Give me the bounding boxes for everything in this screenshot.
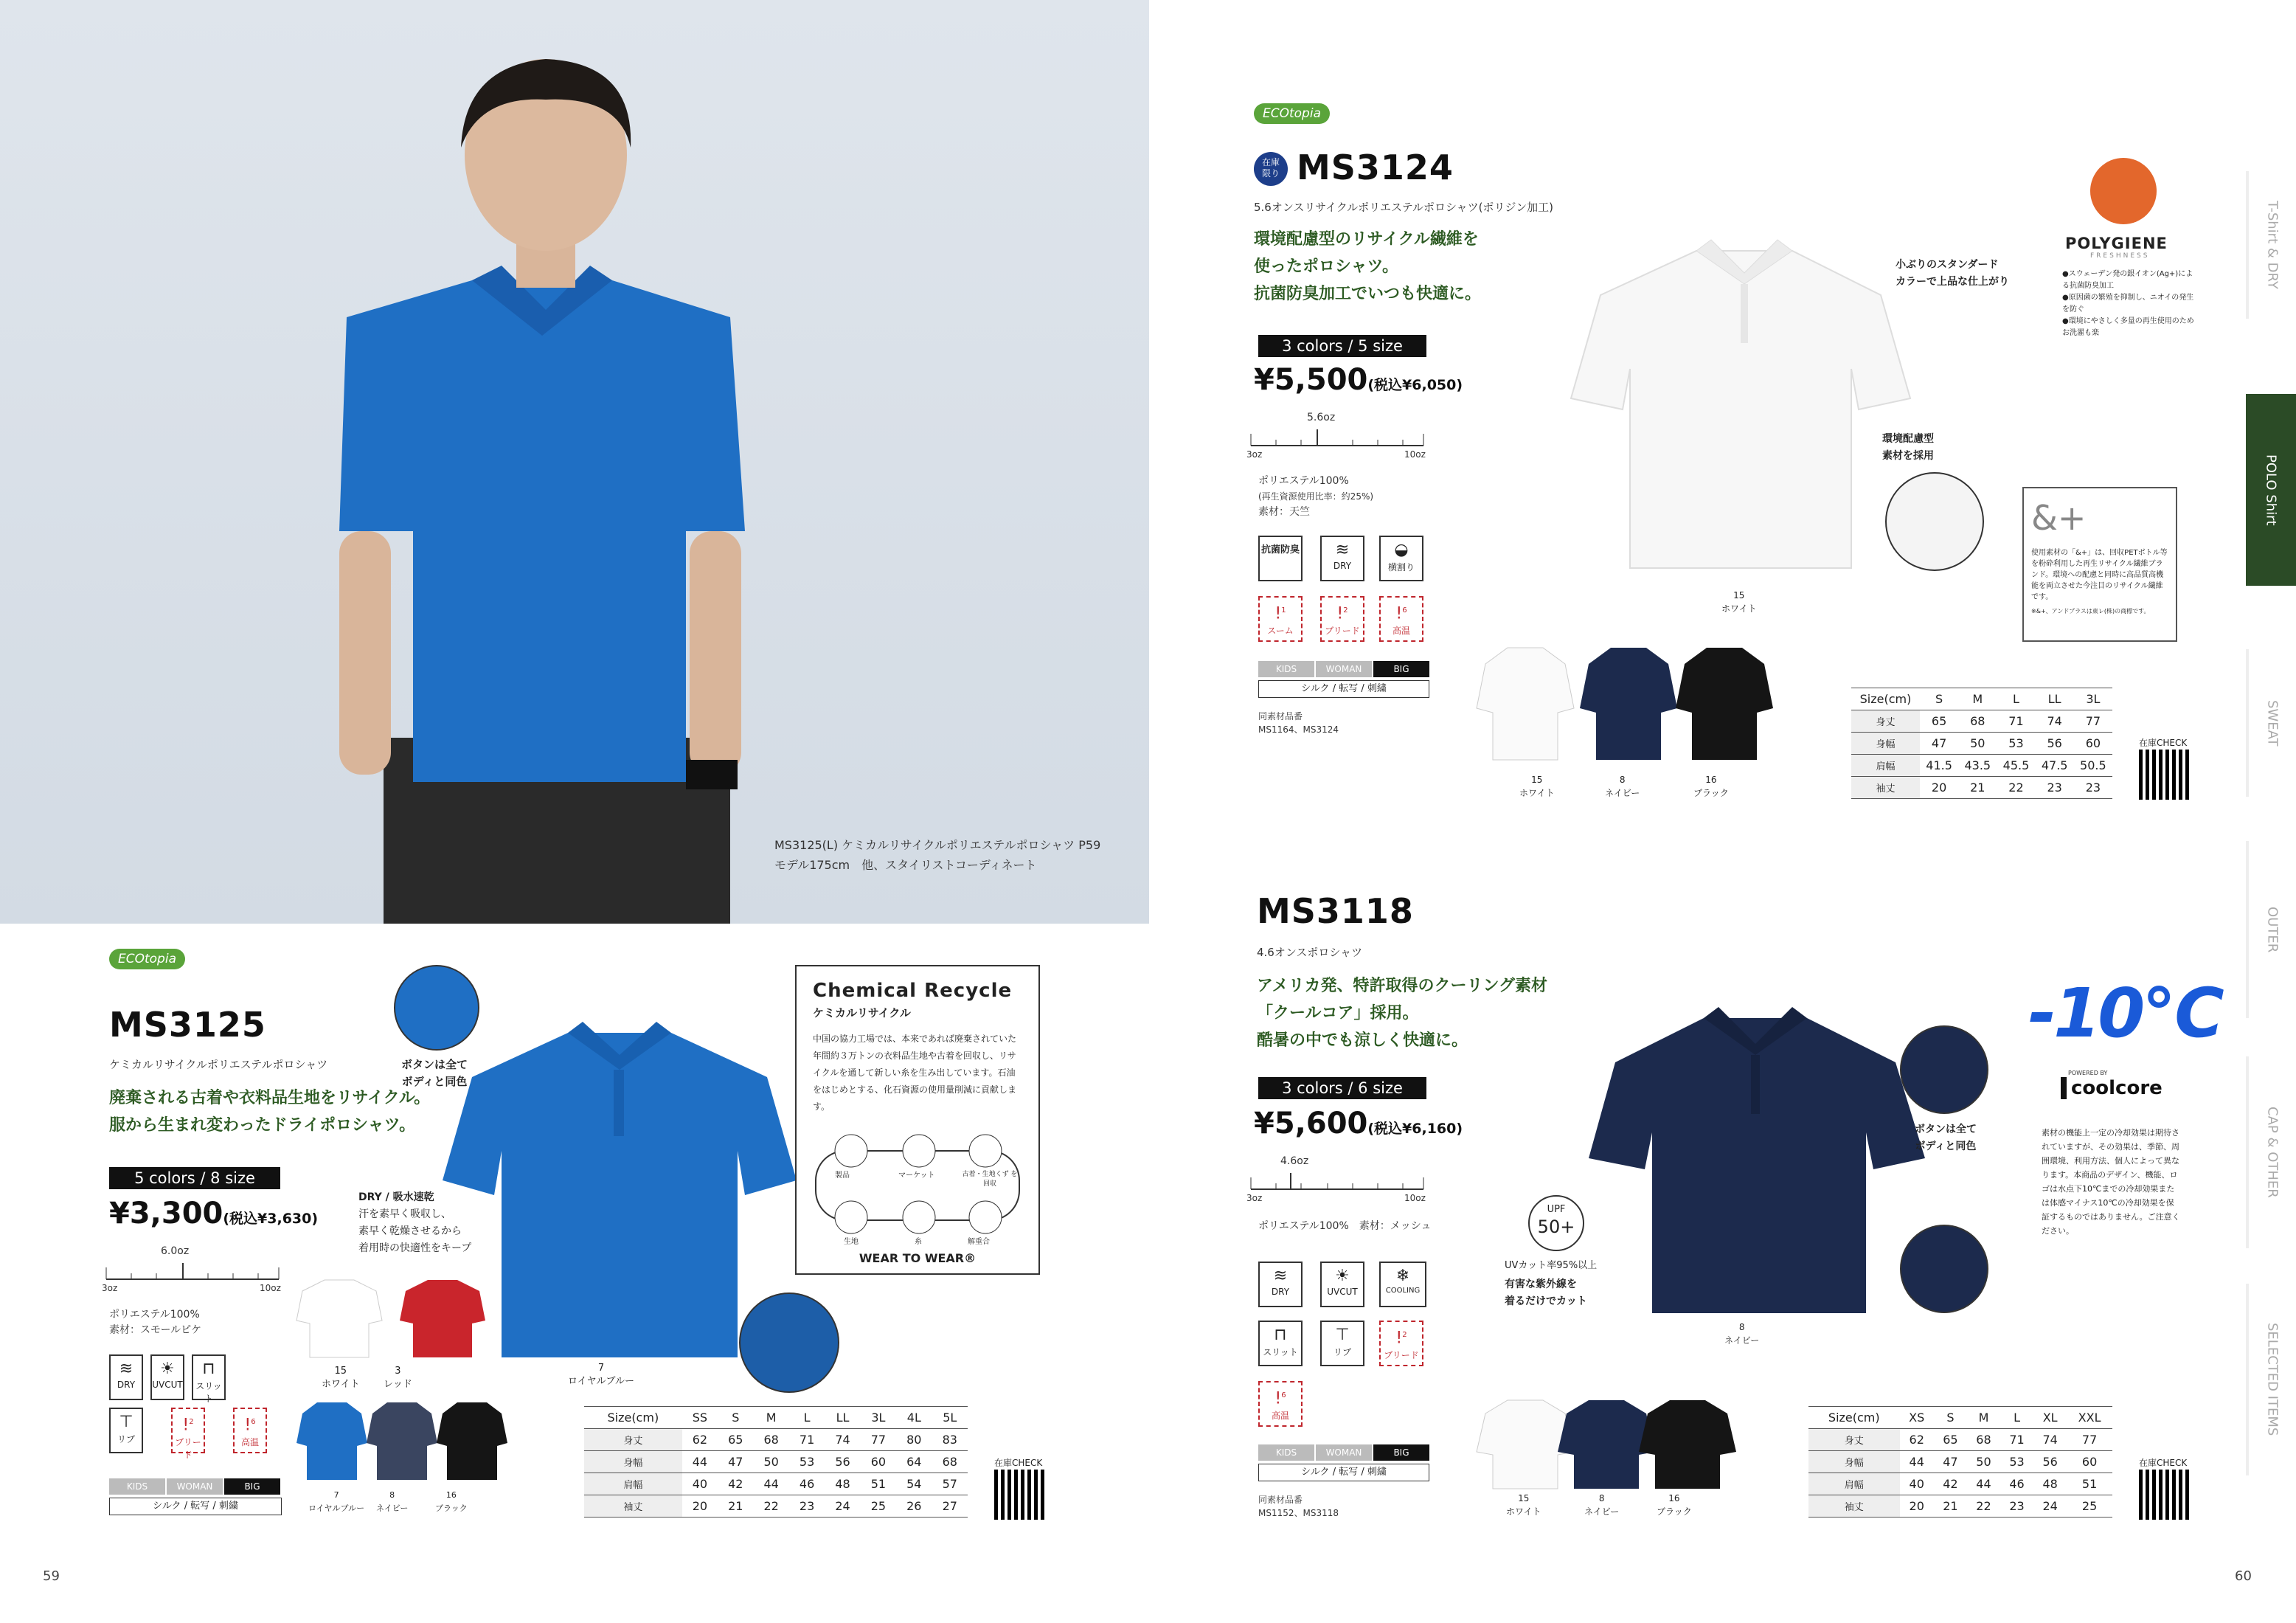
ms3118-main-shirt	[1578, 989, 1932, 1321]
ms3124-callout-collar: 小ぶりのスタンダード カラーで上品な仕上がり	[1896, 259, 2009, 288]
table-row: Size(cm) XS S M L XL XXL	[1808, 1407, 2112, 1429]
ms3124-material: ポリエステル100% (再生資源使用比率：約25%) 素材：天竺	[1258, 475, 1374, 518]
label-detail-photo	[739, 1292, 839, 1393]
chem-footer: WEAR TO WEAR®	[859, 1251, 977, 1265]
polygiene-brand: POLYGIENE	[2065, 235, 2168, 252]
polygiene-tag-detail-photo	[1885, 472, 1984, 571]
table-row: 袖丈 20 21 22 23 24 25	[1808, 1495, 2112, 1518]
polygiene-points: ●スウェーデン発の銀イオン(Ag+)による抗菌防臭加工 ●原因菌の繁殖を抑制し、ニオイの発生を防ぐ ●環境にやさしく多量の再生使用のためお洗濯も楽	[2062, 270, 2194, 337]
ms3118-material: ポリエステル100% 素材：メッシュ	[1258, 1220, 1432, 1232]
ms3118-qr-code[interactable]	[2139, 1470, 2189, 1520]
tab-tshirt-dry[interactable]: T-Shirt & DRY	[2246, 171, 2296, 319]
table-row: 身丈 65 68 71 74 77	[1851, 710, 2112, 733]
minus-10-logo: -10℃	[2028, 974, 2222, 1053]
ms3124-swatches	[1475, 642, 1785, 767]
swatch-label: 15 ホワイト	[1519, 775, 1555, 798]
coolcore-powered-by: POWERED BY	[2068, 1070, 2108, 1076]
tab-sweat[interactable]: SWEAT	[2246, 649, 2296, 797]
ms3118-icons	[1258, 1262, 1435, 1439]
ms3124-tags: KIDS WOMAN BIG	[1258, 661, 1431, 677]
dry-icon: ≋ DRY	[1320, 536, 1364, 581]
table-row: 袖丈 20 21 22 23 23	[1851, 777, 2112, 799]
tab-polo-shirt[interactable]: POLO Shirt	[2246, 394, 2296, 586]
table-row: 肩幅 41.5 43.5 45.5 47.5 50.5	[1851, 755, 2112, 777]
andplus-box: &+ 使用素材の「&+」は、回収PETボトル等を粉砕利用した再生リサイクル繊維ブランド。環境への配慮と同時に高品質高機能を両立させた今注目のリサイクル繊維です。 ※&+、アンドプラスは東レ(株)の商標です。	[2022, 487, 2177, 642]
rib-icon: ⊤ リブ	[1320, 1321, 1364, 1366]
ms3118-price: ¥5,600(税込¥6,160)	[1254, 1107, 1463, 1141]
ms3125-icons	[109, 1354, 279, 1465]
ms3118-callout-uv: 有害な紫外線を 着るだけでカット	[1505, 1278, 1587, 1307]
slit-icon: ⊓ スリット	[1258, 1321, 1303, 1366]
ms3124-qr-code[interactable]	[2139, 750, 2189, 800]
swatch-label: 3 レッド	[384, 1366, 412, 1390]
ms3125-name: ケミカルリサイクルポリエステルポロシャツ	[109, 1058, 328, 1071]
table-row: 身幅 47 50 53 56 60	[1851, 733, 2112, 755]
ms3124-qr-label: 在庫CHECK	[2139, 738, 2188, 748]
ms3125-eco-label: ECOtopia	[109, 952, 185, 966]
ms3124-size-table	[1851, 688, 2112, 799]
ms3125-qr-label: 在庫CHECK	[994, 1458, 1043, 1468]
ms3118-colors-sizes: 3 colors / 6 size	[1258, 1077, 1426, 1099]
button-detail-photo	[394, 965, 479, 1051]
ms3118-callout-button: ボタンは全て ボディと同色	[1915, 1124, 1977, 1152]
ms3124-print-method: シルク / 転写 / 刺繍	[1258, 680, 1429, 698]
chem-title: Chemical Recycle	[813, 980, 1013, 1002]
page-number-right: 60	[2235, 1568, 2252, 1584]
ms3118-print-method: シルク / 転写 / 刺繍	[1258, 1464, 1429, 1481]
swatch-label: 15 ホワイト	[1506, 1493, 1541, 1517]
tab-selected-items[interactable]: SELECTED ITEMS	[2246, 1284, 2296, 1475]
ms3118-catch: アメリカ発、特許取得のクーリング素材 「クールコア」採用。 酷暑の中でも涼しく快適に。	[1257, 977, 1548, 1050]
seam-warning-icon: !$^1$ スーム	[1258, 596, 1303, 642]
ms3125-swatch-row-1	[295, 1276, 502, 1365]
ms3125-weight-scale: 6.0oz 3oz 10oz	[102, 1245, 281, 1293]
ms3124-callout-env: 環境配慮型 素材を採用	[1882, 433, 1934, 462]
uvcut-icon: ☀ UVCUT	[150, 1354, 184, 1400]
ms3118-size-table	[1808, 1406, 2112, 1518]
ms3124-stock-badge: 在庫 限り	[1254, 152, 1288, 186]
table-row: 身丈 62 65 68 71 74 77	[1808, 1429, 2112, 1451]
model-photo	[0, 0, 1149, 924]
tab-cap-other[interactable]: CAP & OTHER	[2246, 1056, 2296, 1248]
swatch-label: 8 ネイビー	[376, 1490, 409, 1513]
ms3125-size-table	[584, 1406, 968, 1518]
swatch-label: 16 ブラック	[435, 1490, 468, 1513]
chem-subtitle: ケミカルリサイクル	[813, 1006, 911, 1020]
side-seam-icon: ◒ 横割り	[1379, 536, 1423, 581]
ms3118-main-color-label: 8 ネイビー	[1724, 1322, 1760, 1346]
table-row: 身幅 44 47 50 53 56 60	[1808, 1451, 2112, 1473]
ms3124-code: MS3124	[1297, 148, 1454, 187]
button-detail-photo	[1900, 1025, 1988, 1114]
swatch-label: 16 ブラック	[1657, 1493, 1692, 1517]
ms3124-name: 5.6オンスリサイクルポリエステルポロシャツ(ポリジン加工)	[1254, 201, 1553, 214]
swatch-label: 16 ブラック	[1693, 775, 1729, 798]
ms3124-same-material: 同素材品番 MS1164、MS3124	[1258, 711, 1339, 735]
high-temp-warning-icon: !$^6$ 高温	[1379, 596, 1423, 642]
table-row: 身幅 44 47 50 53 56 60 64 68	[584, 1451, 968, 1473]
ms3125-main-color-label: 7 ロイヤルブルー	[568, 1363, 634, 1387]
ms3124-colors-sizes: 3 colors / 5 size	[1258, 335, 1426, 357]
weight-label: 6.0oz	[161, 1245, 190, 1257]
tab-outer[interactable]: OUTER	[2246, 841, 2296, 1018]
page-number-left: 59	[43, 1568, 60, 1584]
ms3125-swatch-row-2	[295, 1399, 509, 1487]
ms3124-eco-label: ECOtopia	[1254, 106, 1330, 121]
ms3125-callout-button: ボタンは全て ボディと同色	[401, 1058, 468, 1088]
swatch-label: 8 ネイビー	[1605, 775, 1640, 798]
polygiene-tag: FRESHNESS	[2090, 252, 2150, 260]
ms3124-catch: 環境配慮型のリサイクル繊維を 使ったポロシャツ。 抗菌防臭加工でいつも快適に。	[1254, 230, 1482, 303]
ms3125-qr-code[interactable]	[994, 1470, 1044, 1520]
high-temp-warning-icon: !$^6$ 高温	[1258, 1381, 1303, 1427]
ms3125-material: ポリエステル100% 素材：スモールピケ	[109, 1309, 202, 1336]
ms3125-tags: KIDS WOMAN BIG	[109, 1478, 282, 1495]
coolcore-label-detail-photo	[1900, 1225, 1988, 1313]
ms3124-main-color-label: 15 ホワイト	[1721, 590, 1757, 614]
coolcore-disclaimer: 素材の機能上一定の冷却効果は期待されていますが、その効果は、季節、周囲環境、利用方法、個人によって異なります。本商品のデザイン、機能、ロゴは水点下10℃までの冷却効果または体感マイナス10℃の冷却効果を保証するものではありません。ご注意ください。	[2042, 1128, 2180, 1236]
rib-icon: ⊤ リブ	[109, 1408, 143, 1453]
chem-body: 中国の協力工場では、本来であれば廃棄されていた年間約３万トンの衣料品生地や古着を回収し、リサイクルを通して新しい糸を生み出しています。石油をはじめとする、化石資源の使用量削減に貢献します。	[813, 1034, 1017, 1112]
ms3118-code: MS3118	[1257, 891, 1414, 931]
ms3125-callout-dry: DRY / 吸水速乾 汗を素早く吸収し、 素早く乾燥させるから 着用時の快適性をキープ	[358, 1191, 472, 1254]
table-row: Size(cm) S M L LL 3L	[1851, 688, 2112, 710]
model-illustration	[0, 0, 1149, 924]
bleed-warning-icon: !$^2$ ブリード	[1320, 596, 1364, 642]
weight-label: 4.6oz	[1280, 1155, 1309, 1167]
ms3124-weight-scale: 5.6oz 3oz 10oz	[1246, 412, 1426, 460]
andplus-logo: &+	[2031, 498, 2087, 538]
weight-label: 5.6oz	[1307, 412, 1336, 423]
ms3125-print-method: シルク / 転写 / 刺繍	[109, 1498, 282, 1515]
ms3124-icons	[1258, 536, 1435, 646]
uvcut-icon: ☀ UVCUT	[1320, 1262, 1364, 1307]
cooling-icon: ❄ COOLING	[1379, 1262, 1426, 1307]
ms3125-price: ¥3,300(税込¥3,630)	[109, 1197, 319, 1231]
table-row: Size(cm) SS S M L LL 3L 4L 5L	[584, 1407, 968, 1429]
high-temp-warning-icon: !$^6$ 高温	[233, 1408, 267, 1453]
polygiene-hand-logo	[2090, 158, 2157, 224]
ms3118-name: 4.6オンスポロシャツ	[1257, 946, 1363, 959]
upf-badge: UPF 50+	[1528, 1195, 1584, 1251]
table-row: 肩幅 40 42 44 46 48 51	[1808, 1473, 2112, 1495]
dry-icon: ≋ DRY	[1258, 1262, 1303, 1307]
ms3118-tags: KIDS WOMAN BIG	[1258, 1444, 1431, 1461]
ms3125-catch: 廃棄される古着や衣料品生地をリサイクル。 服から生まれ変わったドライポロシャツ。	[109, 1089, 431, 1135]
table-row: 袖丈 20 21 22 23 24 25 26 27	[584, 1495, 968, 1518]
table-row: 身丈 62 65 68 71 74 77 80 83	[584, 1429, 968, 1451]
coolcore-logo: coolcore	[2061, 1077, 2163, 1099]
antibacterial-icon: 抗菌防臭	[1258, 536, 1303, 581]
ms3125-code: MS3125	[109, 1005, 266, 1045]
photo-caption: MS3125(L) ケミカルリサイクルポリエステルポロシャツ P59 モデル175cm 他、スタイリストコーディネート	[774, 838, 1101, 872]
bleed-warning-icon: !$^2$ ブリード	[1379, 1321, 1423, 1366]
ms3124-main-shirt	[1564, 214, 1918, 583]
ms3118-weight-scale: 4.6oz 3oz 10oz	[1246, 1155, 1426, 1203]
ms3124-price: ¥5,500(税込¥6,050)	[1254, 363, 1463, 397]
slit-icon: ⊓ スリット	[192, 1354, 226, 1400]
dry-icon: ≋ DRY	[109, 1354, 143, 1400]
swatch-label: 7 ロイヤルブルー	[308, 1490, 365, 1513]
table-row: 肩幅 40 42 44 46 48 51 54 57	[584, 1473, 968, 1495]
chemical-recycle-box: Chemical Recycle ケミカルリサイクル 中国の協力工場では、本来であれば廃棄されていた年間約３万トンの衣料品生地や古着を回収し、リサイクルを通して新しい糸を生み出しています。石油をはじめとする、化石資源の使用量削減に貢献します。 製品 マーケット 古着・生地くず を回収 解重合 糸 生地 WEAR TO WEAR®	[795, 965, 1040, 1275]
swatch-label: 15 ホワイト	[322, 1366, 360, 1390]
ms3118-qr-label: 在庫CHECK	[2139, 1458, 2188, 1468]
ms3125-colors-sizes: 5 colors / 8 size	[109, 1167, 280, 1189]
ms3118-upf-note: UVカット率95%以上	[1505, 1260, 1598, 1271]
ms3118-same-material: 同素材品番 MS1152、MS3118	[1258, 1495, 1339, 1518]
swatch-label: 8 ネイビー	[1584, 1493, 1620, 1517]
bleed-warning-icon: !$^2$ ブリード	[171, 1408, 205, 1453]
ms3118-swatches	[1475, 1396, 1785, 1492]
